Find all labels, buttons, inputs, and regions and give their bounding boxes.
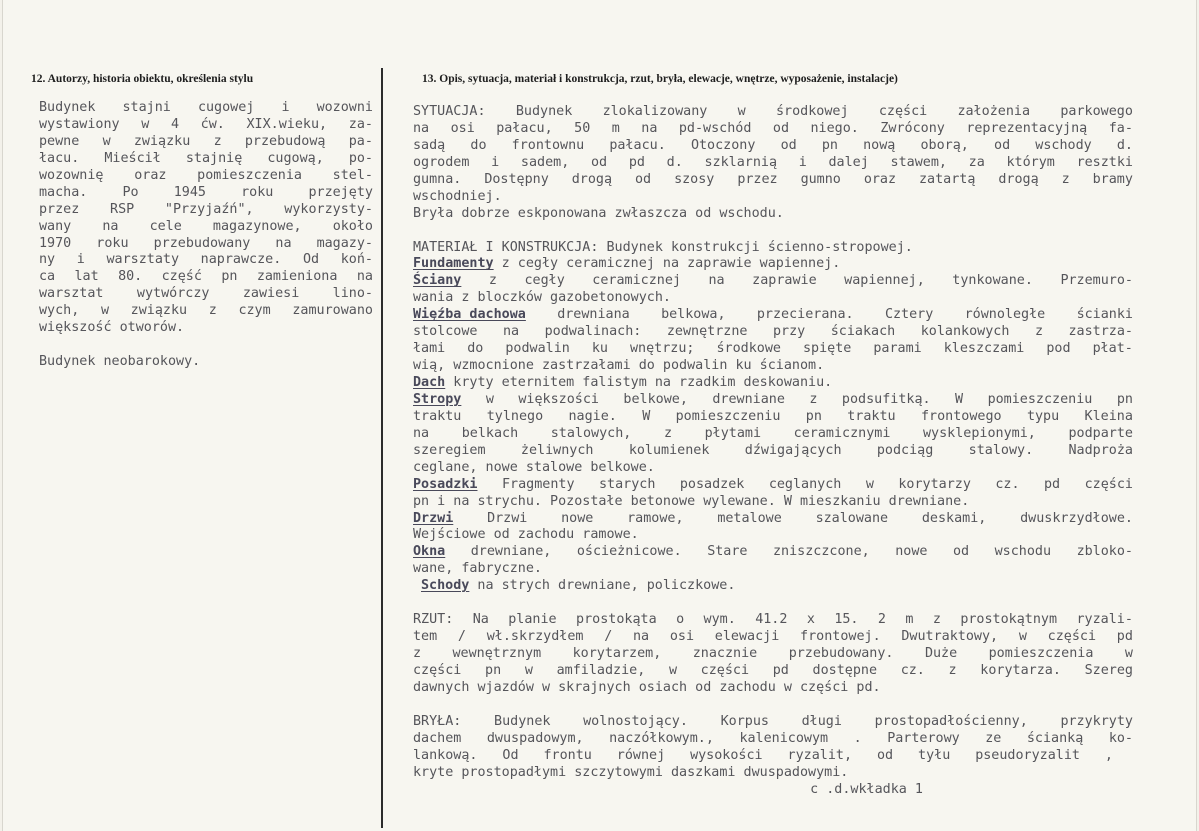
sytuacja-line: ogrodem i sadem, od pd d. szklarnią i dalej stawem, za którym resztki — [413, 154, 1133, 170]
okna-line: wane, fabryczne. — [413, 561, 542, 577]
bryla-line: BRYŁA: Budynek wolnostojący. Korpus długi prostopadłościenny, przykryty — [413, 713, 1133, 729]
style-note: Budynek neobarokowy. — [39, 354, 201, 370]
wiezba-label: Więźba dachowa — [413, 307, 526, 323]
history-line: wany na cele magazynowe, około — [39, 218, 373, 234]
material-intro: MATERIAŁ I KONSTRUKCJA: Budynek konstrukcji ścienno-stropowej. — [413, 239, 913, 255]
sytuacja-line: SYTUACJA: Budynek zlokalizowany w środkowej części założenia parkowego — [413, 104, 1133, 119]
bryla-line: dachem dwuspadowym, naczółkowym., kalenicowym . Parterowy ze ścianką ko- — [413, 730, 1133, 746]
dach-line — [413, 375, 1133, 392]
fundamenty-text: z cegły ceramicznej na zaprawie wapiennej. — [493, 256, 841, 272]
stropy-label: Stropy — [413, 391, 462, 407]
wiezba-line: stolcowe na podwalinach: zewnętrzne przy ściakach kolankowych z zastrza- — [413, 324, 1133, 340]
continuation-note: c .d.wkładka 1 — [810, 781, 923, 797]
dach-label: Dach — [413, 375, 446, 390]
history-column — [39, 100, 373, 371]
wiezba-line: Więźba dachowa drewniana belkowa, przecierana. Cztery równoległe ścianki — [413, 307, 1133, 323]
history-line: 1970 roku przebudowany na magazy- — [39, 235, 373, 251]
sciany-line: Ściany z cegły ceramicznej na zaprawie wapiennej, tynkowane. Przemuro- — [413, 273, 1133, 289]
history-line: macha. Po 1945 roku przejęty — [39, 184, 373, 200]
posadzki-line: Posadzki Fragmenty starych posadzek ceglanych w korytarzy cz. pd części — [413, 476, 1133, 492]
history-line: pewne w związku z przebudową pa- — [39, 133, 373, 149]
sciany-line: wania z bloczków gazobetonowych. — [413, 290, 671, 306]
stropy-line: szeregiem żeliwnych kolumienek dźwigających podciąg stalowy. Nadproża — [413, 442, 1133, 458]
sytuacja-line: na osi pałacu, 50 m na pd-wschód od niego. Zwrócony reprezentacyjną fa- — [413, 120, 1133, 136]
sytuacja-line: sadą do frontownu pałacu. Otoczony od pn nową oborą, od wschody d. — [413, 137, 1133, 153]
column-divider — [381, 68, 383, 828]
rzut-line: dawnych wjazdów w skrajnych osiach od zachodu w części pd. — [413, 679, 881, 695]
history-line: wystawiony w 4 ćw. XIX.wieku, za- — [39, 116, 373, 132]
drzwi-line: Wejściowe od zachodu ramowe. — [413, 527, 639, 543]
schody-line — [413, 578, 1133, 595]
history-line: warsztat wytwórczy zawiesi lino- — [39, 286, 373, 302]
drzwi-label: Drzwi — [413, 510, 454, 526]
description-column — [413, 104, 1133, 798]
stropy-line: na belkach stalowych, z płytami ceramicznymi wysklepionymi, podparte — [413, 425, 1133, 441]
history-line: ny i warsztaty naprawcze. Od koń- — [39, 252, 373, 268]
section-13-header: 13. Opis, sytuacja, materiał i konstrukcja, rzut, bryła, elewacje, wnętrze, wyposażenie, instalacje) — [422, 73, 898, 85]
history-line: ca lat 80. część pn zamieniona na — [39, 269, 373, 285]
history-line: wozownię oraz pomieszczenia stel- — [39, 167, 373, 183]
rzut-line: części pn w amfiladzie, w części pd dostępne cz. z korytarza. Szereg — [413, 662, 1133, 678]
posadzki-label: Posadzki — [413, 476, 478, 492]
history-line: wych, w związku z czym zamurowano — [39, 303, 373, 319]
stropy-line: traktu tylnego nagie. W pomieszczeniu pn traktu frontowego typu Kleina — [413, 408, 1133, 424]
wiezba-line: łami do podwalin ku wnętrzu; środkowe spięte parami kleszczami pod płat- — [413, 341, 1133, 357]
okna-label: Okna — [413, 544, 446, 560]
dach-text: kryty eternitem falistym na rzadkim deskowaniu. — [445, 375, 833, 390]
section-12-header: 12. Autorzy, historia obiektu, określenia stylu — [31, 73, 254, 85]
stropy-line: Stropy w większości belkowe, drewniane z podsufitką. W pomieszczeniu pn — [413, 391, 1133, 407]
fundamenty-label: Fundamenty — [413, 256, 494, 272]
sytuacja-line: gumna. Dostępny drogą od szosy przez gumno oraz zatartą drogą z bramy — [413, 171, 1133, 187]
history-line: przez RSP "Przyjaźń", wykorzysty- — [39, 201, 373, 217]
wiezba-line: wią, wzmocnione zastrzałami do podwalin ku ścianom. — [413, 358, 825, 374]
sciany-label: Ściany — [413, 273, 462, 289]
bryla-line: kryte prostopadłymi szczytowymi daszkami dwuspadowymi. — [413, 764, 849, 780]
rzut-line: z wewnętrznym korytarzem, znacznie przebudowany. Duże pomieszczenia w — [413, 646, 1133, 661]
posadzki-line: pn i na strychu. Pozostałe betonowe wylewane. W mieszkaniu drewniane. — [413, 493, 970, 509]
rzut-line: RZUT: Na planie prostokąta o wym. 41.2 x 15. 2 m z prostokątnym ryzali- — [413, 612, 1133, 628]
fundamenty-line — [413, 256, 1133, 273]
sytuacja-line: wschodniej. — [413, 188, 502, 204]
card-sheet — [2, 0, 1197, 831]
stropy-line: ceglane, nowe stalowe belkowe. — [413, 459, 655, 475]
history-line: łacu. Mieścił stajnię cugową, po- — [39, 150, 373, 166]
bryla-line: lankową. Od frontu równej wysokości ryzalit, od tyłu pseudoryzalit , — [413, 747, 1113, 763]
okna-line: Okna drewniane, ościeżnicowe. Stare zniszczcone, nowe od wschodu zbloko- — [413, 544, 1133, 560]
rzut-line: tem / wł.skrzydłem / na osi elewacji frontowej. Dwutraktowy, w części pd — [413, 629, 1133, 645]
schody-text: na strych drewniane, policzkowe. — [469, 578, 736, 594]
schody-label: Schody — [421, 578, 470, 594]
history-line: Budynek stajni cugowej i wozowni — [39, 100, 373, 115]
drzwi-line: Drzwi Drzwi nowe ramowe, metalowe szalowane deskami, dwuskrzydłowe. — [413, 510, 1133, 526]
history-line: większość otworów. — [39, 320, 185, 336]
sytuacja-line: Bryła dobrze eskponowana zwłaszcza od wschodu. — [413, 205, 784, 221]
